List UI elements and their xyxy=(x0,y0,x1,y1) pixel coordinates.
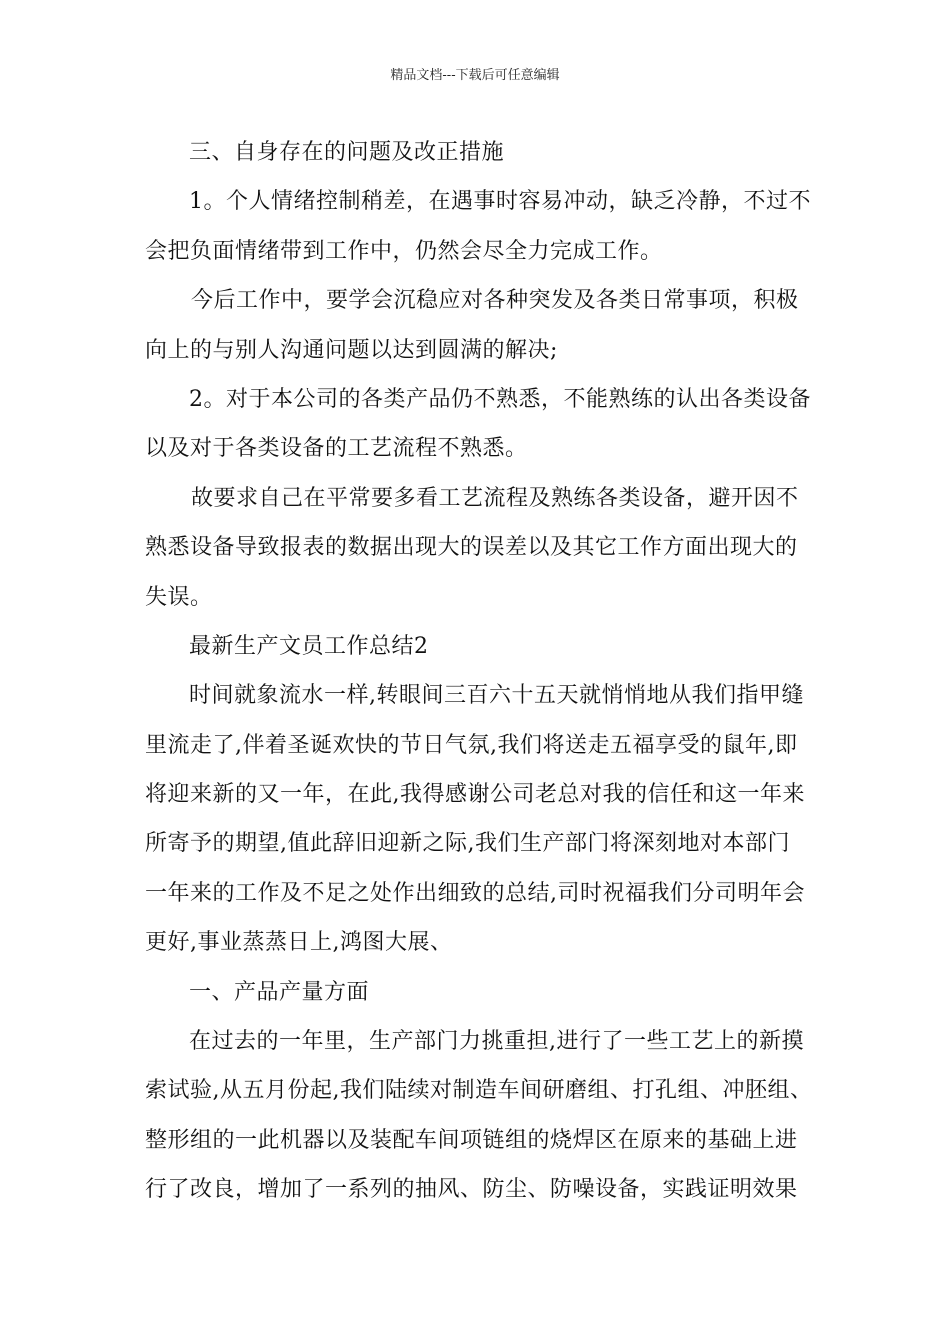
paragraph-line: 熟悉设备导致报表的数据出现大的误差以及其它工作方面出现大的 xyxy=(145,535,798,561)
paragraph-line: 更好,事业蒸蒸日上,鸿图大展、 xyxy=(145,930,453,956)
paragraph-line: 里流走了,伴着圣诞欢快的节日气氛,我们将送走五福享受的鼠年,即 xyxy=(145,732,798,758)
paragraph-line: 1。个人情绪控制稍差，在遇事时容易冲动，缺乏冷静，不过不 xyxy=(189,189,811,215)
paragraph-line: 行了改良，增加了一系列的抽风、防尘、防噪设备，实践证明效果 xyxy=(145,1177,798,1203)
section-heading: 一、产品产量方面 xyxy=(189,979,370,1005)
paragraph-line: 以及对于各类设备的工艺流程不熟悉。 xyxy=(145,436,528,462)
page-header: 精品文档---下载后可任意编辑 xyxy=(390,68,560,83)
paragraph-line: 所寄予的期望,值此辞旧迎新之际,我们生产部门将深刻地对本部门 xyxy=(145,831,790,857)
paragraph-line: 索试验,从五月份起,我们陆续对制造车间研磨组、打孔组、冲胚组、 xyxy=(145,1078,813,1104)
paragraph-line: 一年来的工作及不足之处作出细致的总结,司时祝福我们分司明年会 xyxy=(145,880,805,906)
paragraph-line: 失误。 xyxy=(145,584,213,610)
section-title: 最新生产文员工作总结2 xyxy=(189,633,429,659)
paragraph-line: 时间就象流水一样,转眼间三百六十五天就悄悄地从我们指甲缝 xyxy=(189,683,804,709)
paragraph-line: 今后工作中，要学会沉稳应对各种突发及各类日常事项，积极 xyxy=(191,288,799,314)
document-body xyxy=(145,128,811,1215)
paragraph-line: 整形组的一此机器以及装配车间项链组的烧焊区在原来的基础上进 xyxy=(145,1127,798,1153)
section-heading: 三、自身存在的问题及改正措施 xyxy=(189,140,505,165)
paragraph-line: 在过去的一年里，生产部门力挑重担,进行了一些工艺上的新摸 xyxy=(189,1029,804,1055)
paragraph-line: 向上的与别人沟通问题以达到圆满的解决; xyxy=(145,337,558,363)
paragraph-line: 会把负面情绪带到工作中，仍然会尽全力完成工作。 xyxy=(145,238,663,264)
paragraph-line: 故要求自己在平常要多看工艺流程及熟练各类设备，避开因不 xyxy=(191,485,799,511)
paragraph-line: 将迎来新的又一年，在此,我得感谢公司老总对我的信任和这一年来 xyxy=(145,782,805,808)
paragraph-line: 2。对于本公司的各类产品仍不熟悉，不能熟练的认出各类设备 xyxy=(189,386,811,412)
